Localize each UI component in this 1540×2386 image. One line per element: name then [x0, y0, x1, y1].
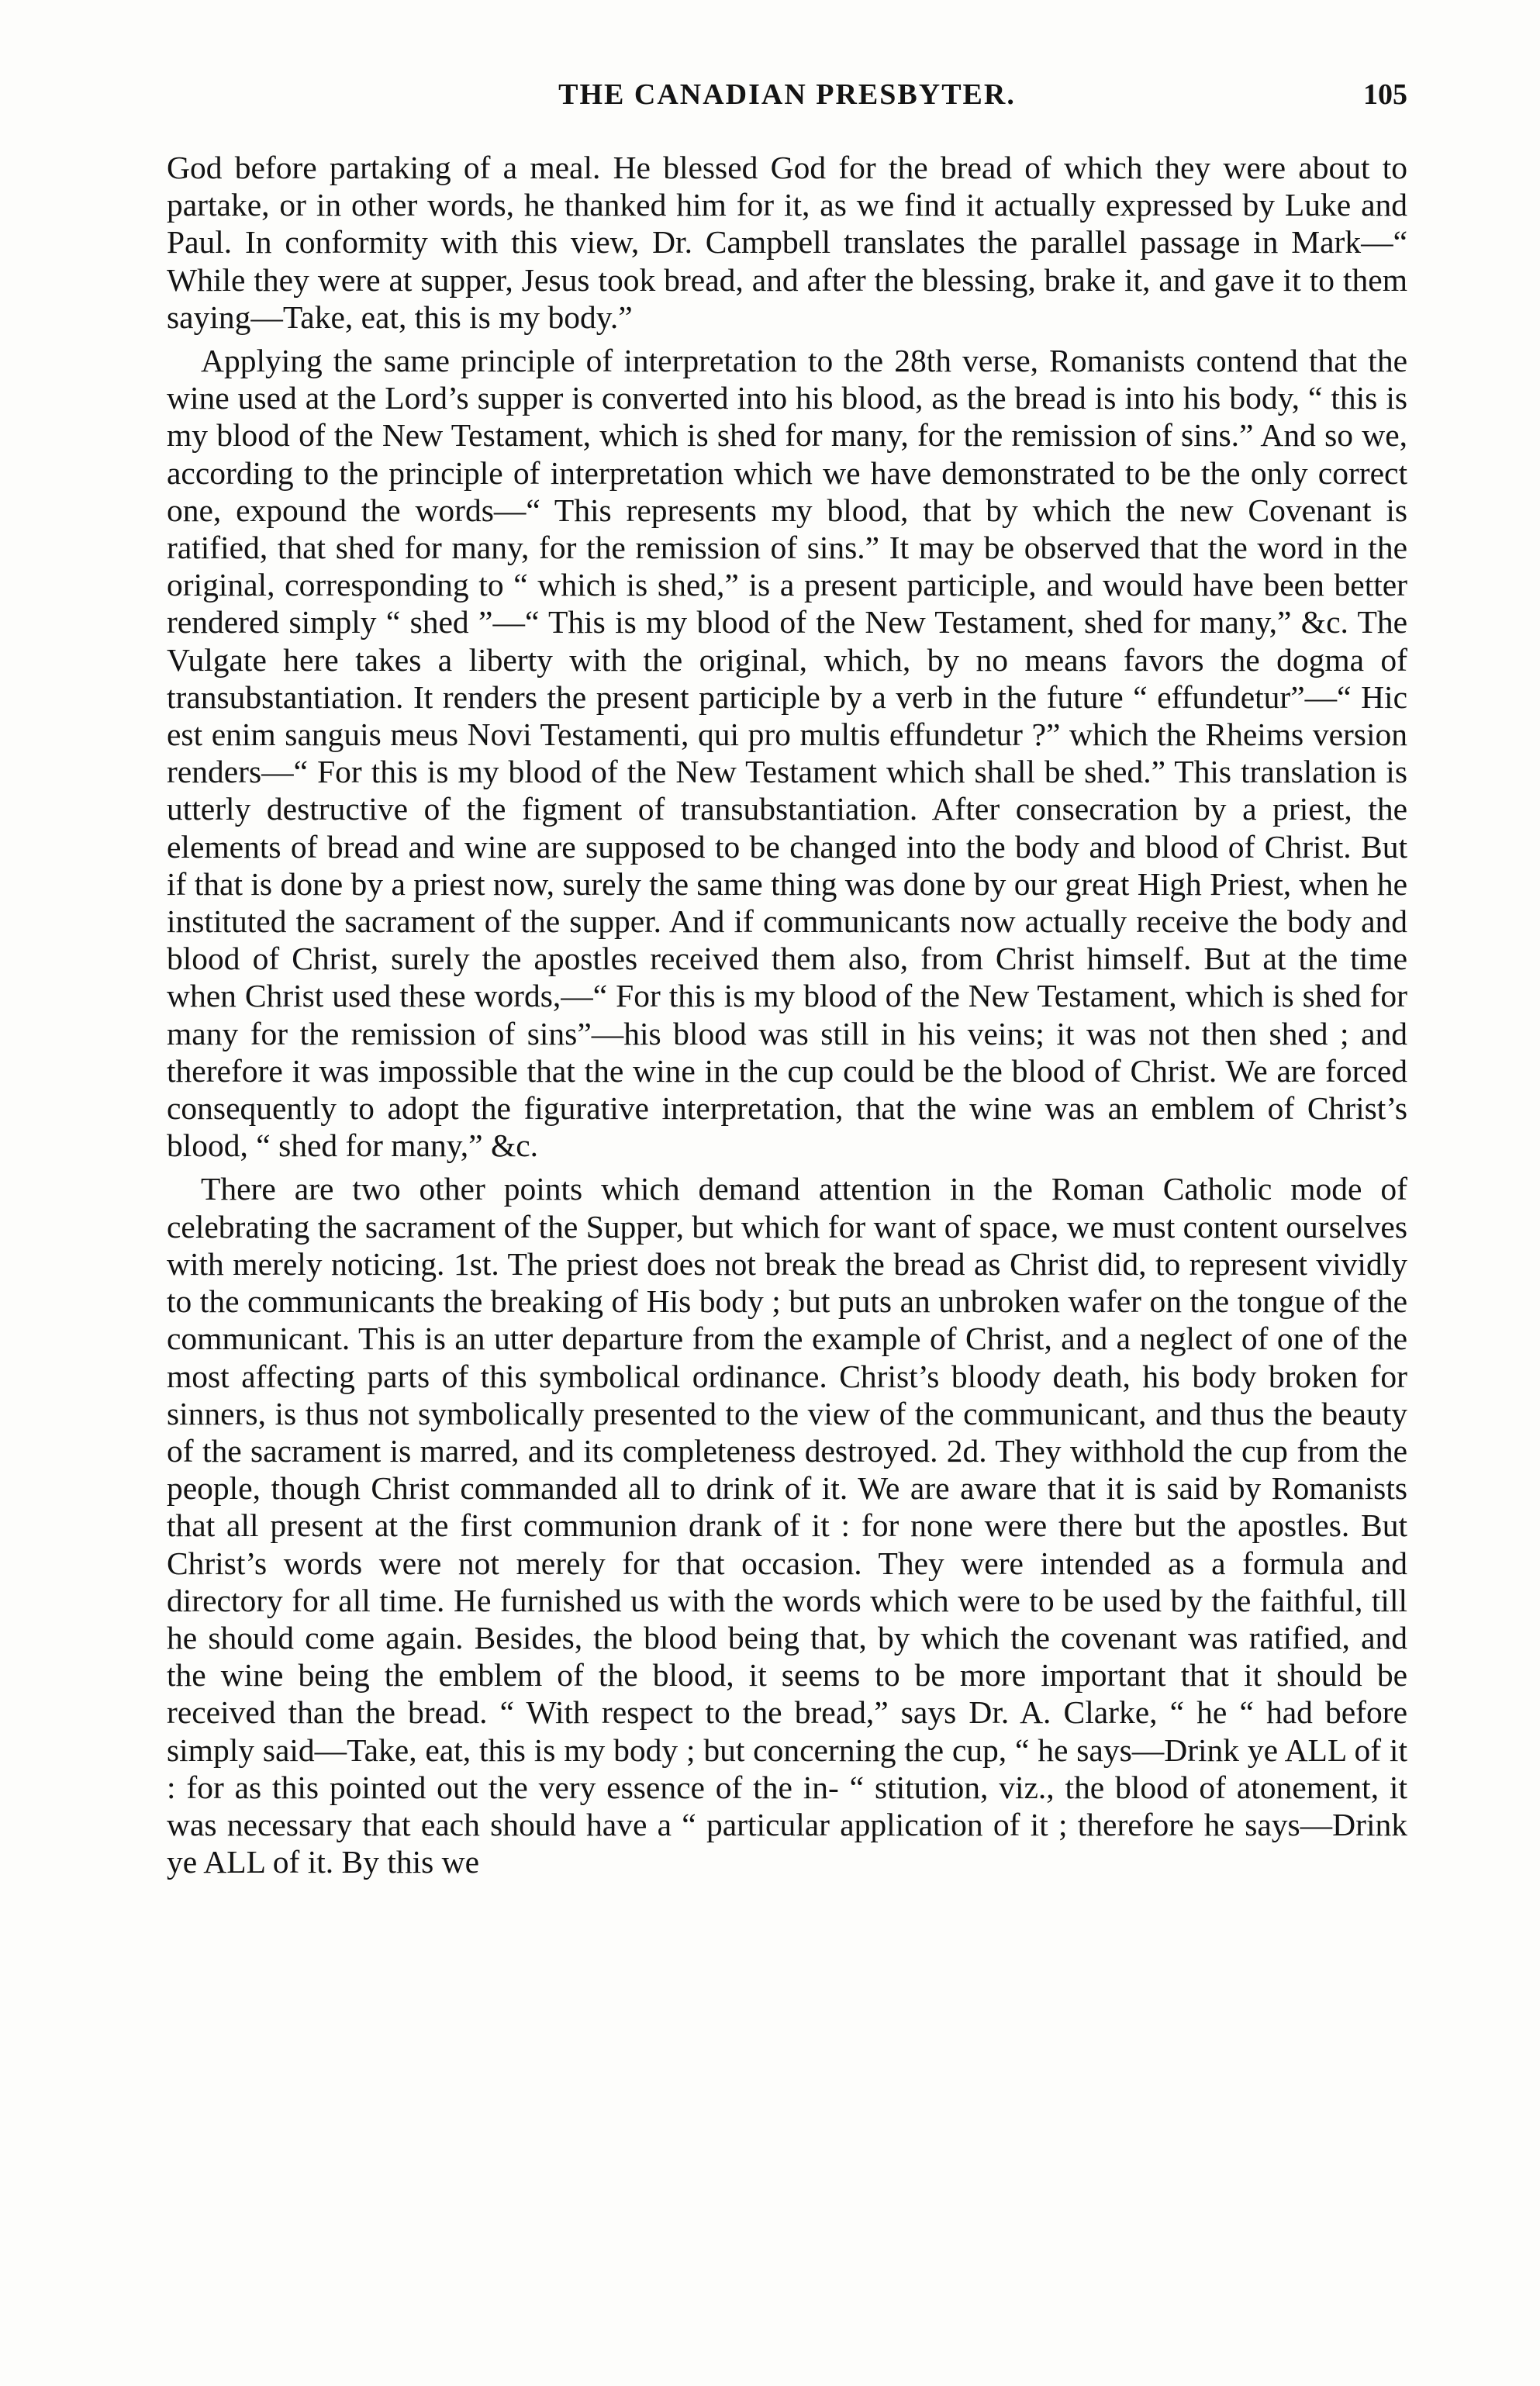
running-title: THE CANADIAN PRESBYTER.: [558, 78, 1016, 111]
paragraph-wine-interpretation: Applying the same principle of interpretation to the 28th verse, Romanists contend that the wine used at the Lord’s supper is converted into his blood, as the bread is into his body, “ this is my blood of the New Testament, which is shed for many, for the remission of sins.” And so we, according to the principle of interpretation which we have demonstrated to be the only correct one, expound the words—“ This represents my blood, that by which the new Covenant is ratified, that shed for many, for the remission of sins.” It may be observed that the word in the original, corresponding to “ which is shed,” is a present participle, and would have been better rendered simply “ shed ”—“ This is my blood of the New Testament, shed for many,” &c. The Vulgate here takes a liberty with the original, which, by no means favors the dogma of transubstantiation. It renders the present participle by a verb in the future “ effundetur”—“ Hic est enim sanguis meus Novi Testamenti, qui pro multis effundetur ?” which the Rheims version renders—“ For this is my blood of the New Testament which shall be shed.” This translation is utterly destructive of the figment of transubstantiation. After consecration by a priest, the elements of bread and wine are supposed to be changed into the body and blood of Christ. But if that is done by a priest now, surely the same thing was done by our great High Priest, when he instituted the sacrament of the supper. And if communicants now actually receive the body and blood of Christ, surely the apostles received them also, from Christ himself. But at the time when Christ used these words,—“ For this is my blood of the New Testament, which is shed for many for the remission of sins”—his blood was still in his veins; it was not then shed ; and therefore it was impossible that the wine in the cup could be the blood of Christ. We are forced consequently to adopt the figurative interpretation, that the wine was an emblem of Christ’s blood, “ shed for many,” &c.: [167, 343, 1407, 1164]
page-number: 105: [1363, 78, 1407, 111]
paragraph-two-other-points: There are two other points which demand attention in the Roman Catholic mode of celebrating the sacrament of the Supper, but which for want of space, we must content ourselves with merely noticing. 1st. The priest does not break the bread as Christ did, to represent vividly to the communicants the breaking of His body ; but puts an unbroken wafer on the tongue of the communicant. This is an utter departure from the example of Christ, and a neglect of one of the most affecting parts of this symbolical ordinance. Christ’s bloody death, his body broken for sinners, is thus not symbolically presented to the view of the communicant, and thus the beauty of the sacrament is marred, and its completeness destroyed. 2d. They withhold the cup from the people, though Christ commanded all to drink of it. We are aware that it is said by Romanists that all present at the first communion drank of it : for none were there but the apostles. But Christ’s words were not merely for that occasion. They were intended as a formula and directory for all time. He furnished us with the words which were to be used by the faithful, till he should come again. Besides, the blood being that, by which the covenant was ratified, and the wine being the emblem of the blood, it seems to be more important that it should be received than the bread. “ With respect to the bread,” says Dr. A. Clarke, “ he “ had before simply said—Take, eat, this is my body ; but concerning the cup, “ he says—Drink ye ALL of it : for as this pointed out the very essence of the in- “ stitution, viz., the blood of atonement, it was necessary that each should have a “ particular application of it ; therefore he says—Drink ye ALL of it. By this we: [167, 1171, 1407, 1880]
paragraph-continuation: God before partaking of a meal. He blessed God for the bread of which they were about to partake, or in other words, he thanked him for it, as we find it actually expressed by Luke and Paul. In conformity with this view, Dr. Campbell translates the parallel passage in Mark—“ While they were at supper, Jesus took bread, and after the blessing, brake it, and gave it to them saying—Take, eat, this is my body.”: [167, 150, 1407, 335]
running-head: [167, 78, 1407, 132]
text-column: [167, 149, 1407, 1880]
